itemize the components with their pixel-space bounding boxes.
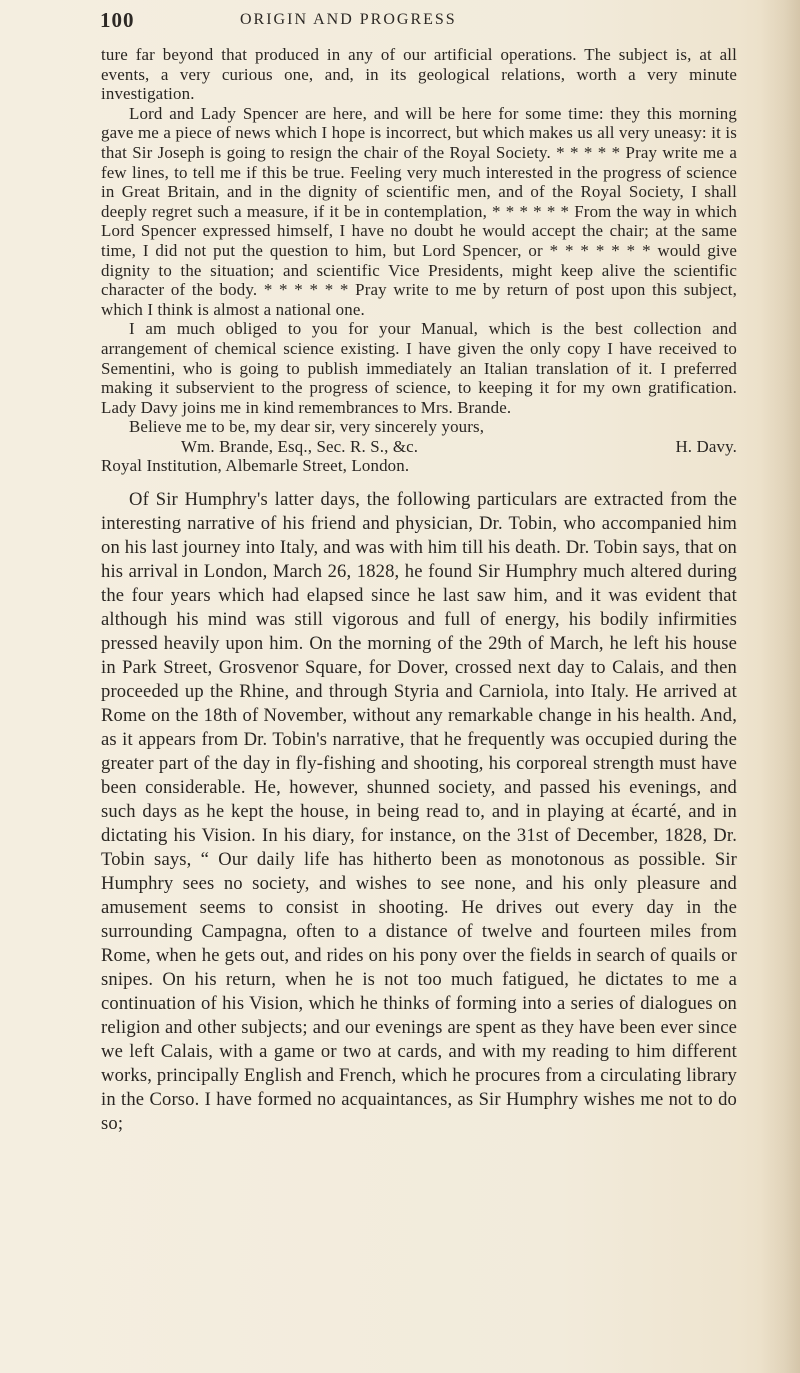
running-head bbox=[100, 8, 750, 38]
page-number: 100 bbox=[100, 8, 135, 32]
letter-signature: H. Davy. bbox=[675, 436, 737, 456]
letter-paragraph-3: I am much obliged to you for your Manual, which is the best collection and arrangement of chemical science existing. I have given the only copy I have received to Sementini, who is going to publish immediately an Italian translation of it. I preferred making it subservient to the progress of science, to keeping it for my own gratification. Lady Davy joins me in kind remembrances to Mrs. Brande. bbox=[101, 319, 737, 417]
page-gutter-shadow bbox=[760, 0, 800, 1373]
letter-text bbox=[101, 45, 737, 476]
letter-paragraph-1: ture far beyond that produced in any of our artificial operations. The subject is, at all events, a very curious one, and, in its geological relations, worth a very minute investigation. bbox=[101, 45, 737, 104]
letter-paragraph-2: Lord and Lady Spencer are here, and will be here for some time: they this morning gave me a piece of news which I hope is incorrect, but which makes us all very uneasy: it is that Sir Joseph is going to resign the chair of the Royal Society. * * * * * Pray write me a few lines, to tell me if this be true. Feeling very much interested in the progress of science in Great Britain, and in the dignity of scientific men, and of the Royal Society, I shall deeply regret such a measure, if it be in contemplation, * * * * * * From the way in which Lord Spencer expressed himself, I have no doubt he would accept the chair; at the same time, I did not put the question to him, but Lord Spencer, or * * * * * * * would give dignity to the situation; and scientific Vice Presidents, might keep alive the scientific character of the body. * * * * * * Pray write to me by return of post upon this subject, which I think is almost a national one. bbox=[101, 103, 737, 319]
signature-line bbox=[101, 437, 737, 457]
narrative-text bbox=[101, 488, 737, 1136]
running-title: ORIGIN AND PROGRESS bbox=[240, 11, 457, 28]
letter-address: Royal Institution, Albemarle Street, London. bbox=[101, 456, 410, 476]
narrative-paragraph-1: Of Sir Humphry's latter days, the following particulars are extracted from the interesting narrative of his friend and physician, Dr. Tobin, who accompanied him on his last journey into Italy, and was with him till his death. Dr. Tobin says, that on his arrival in London, March 26, 1828, he found Sir Humphry much altered during the four years which had elapsed since he last saw him, and it was evident that although his mind was still vigorous and full of energy, his bodily infirmities pressed heavily upon him. On the morning of the 29th of March, he left his house in Park Street, Grosvenor Square, for Dover, crossed next day to Calais, and then proceeded up the Rhine, and through Styria and Carniola, into Italy. He arrived at Rome on the 18th of November, without any remarkable change in his health. And, as it appears from Dr. Tobin's narrative, that he frequently was occupied during the greater part of the day in fly-fishing and shooting, his corporeal strength must have been considerable. He, however, shunned society, and passed his evenings, and such days as he kept the house, in being read to, and in playing at écarté, and in dictating his Vision. In his diary, for instance, on the 31st of December, 1828, Dr. Tobin says, “ Our daily life has hitherto been as monotonous as possible. Sir Humphry sees no society, and wishes to see none, and his only pleasure and amusement seems to consist in shooting. He drives out every day in the surrounding Campagna, often to a distance of twelve and fourteen miles from Rome, when he gets out, and rides on his pony over the fields in search of quails or snipes. On his return, when he is not too much fatigued, he dictates to me a continuation of his Vision, which he thinks of forming into a series of dialogues on religion and other subjects; and our evenings are spent as they have been ever since we left Calais, with a game or two at cards, and with my reading to him different works, principally English and French, which he procures from a circulating library in the Corso. I have formed no acquaintances, as Sir Humphry wishes me not to do so; bbox=[101, 489, 737, 1134]
letter-closing: Believe me to be, my dear sir, very sincerely yours, bbox=[129, 417, 485, 437]
letter-addressee: Wm. Brande, Esq., Sec. R. S., &c. bbox=[181, 436, 419, 456]
